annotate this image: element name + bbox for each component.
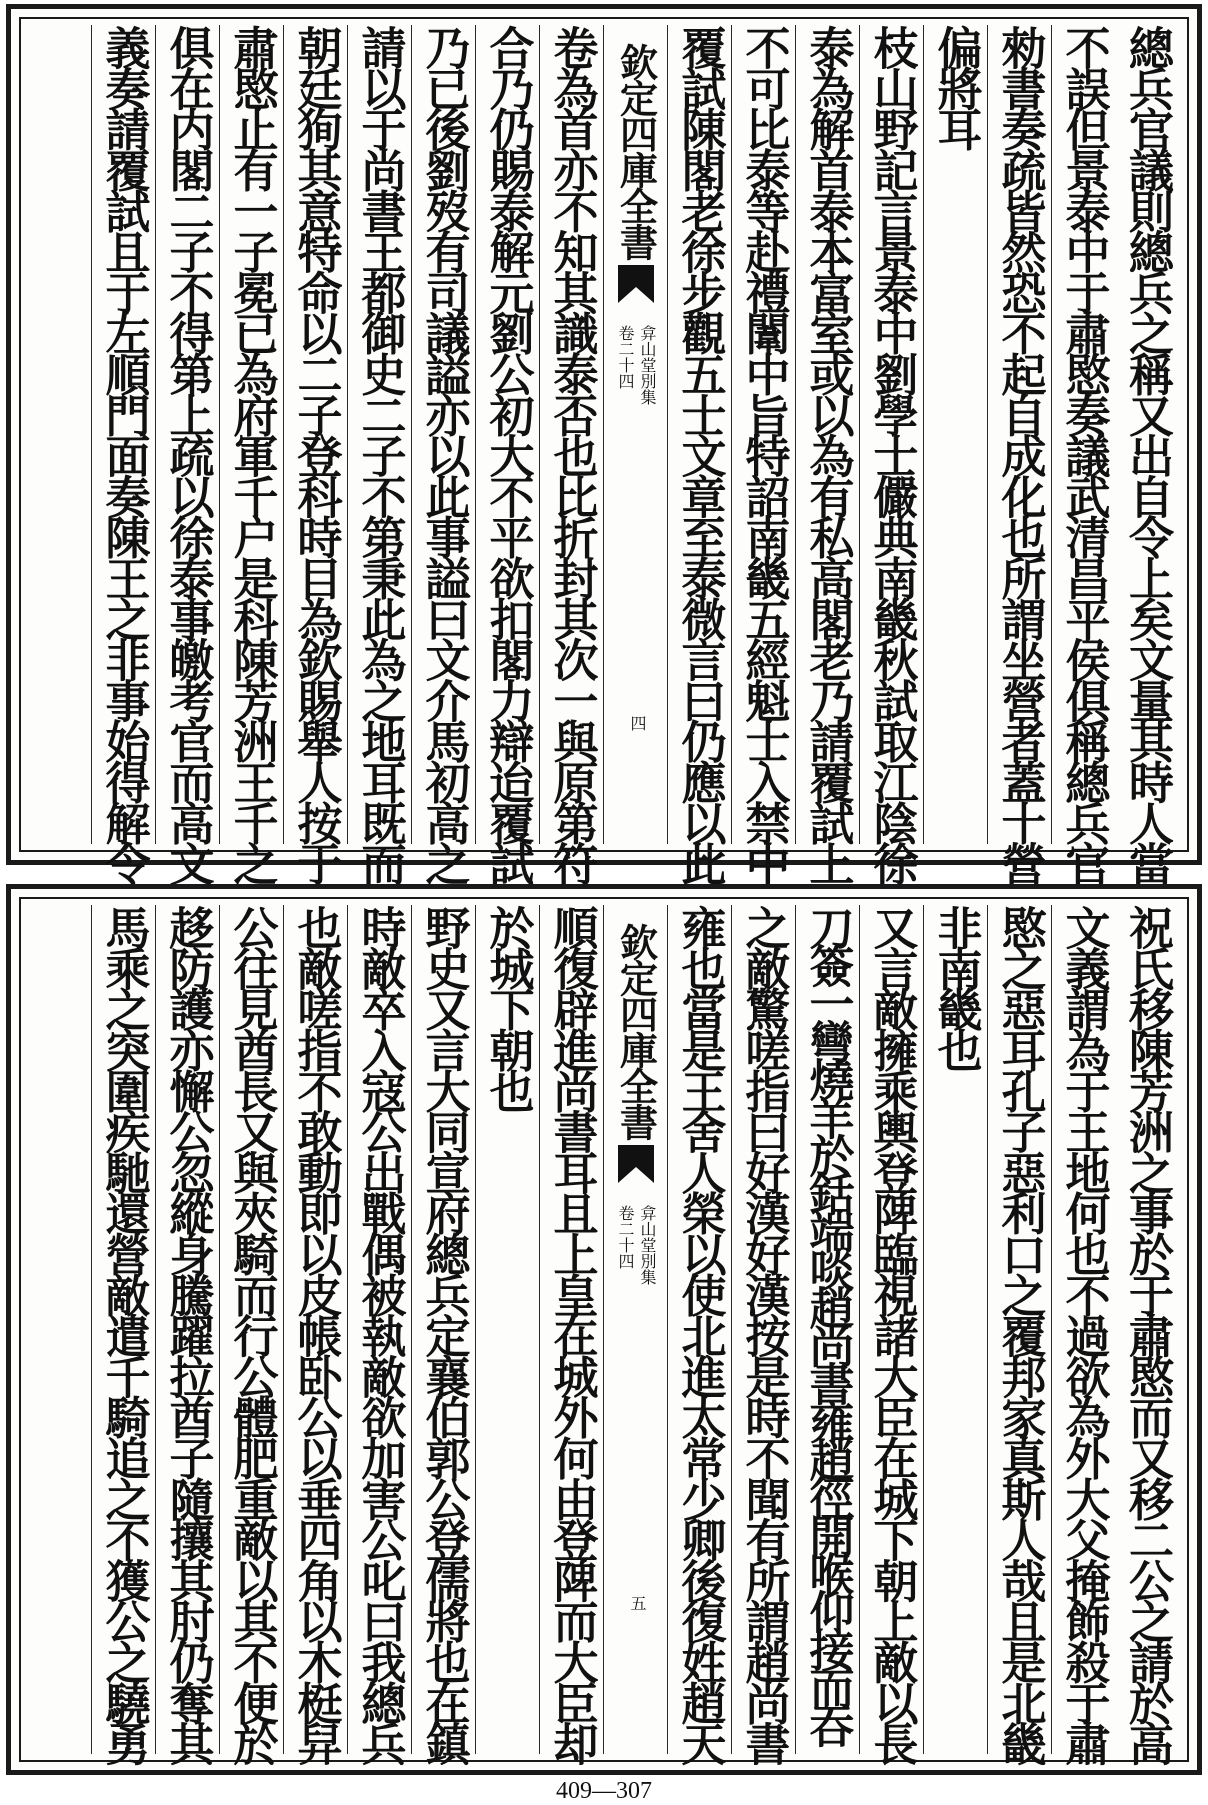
text-column — [283, 25, 347, 882]
text-column — [155, 25, 219, 882]
column-text: 順復辟進尚書耳且上皇在城外何由登陴而大臣却 — [545, 905, 599, 1762]
column-text: 時敵卒入寇公出戰偶被執敵欲加害公叱曰我總兵 — [353, 905, 407, 1762]
center-fold-column — [603, 905, 667, 1754]
text-column — [731, 905, 795, 1762]
lower-page — [6, 884, 1202, 1775]
fish-tail-mark-icon — [618, 265, 654, 303]
text-column — [475, 25, 539, 882]
text-column — [539, 25, 603, 882]
text-column — [987, 905, 1051, 1762]
text-column — [155, 905, 219, 1762]
column-text: 又言敵擁乘輿登陴臨視諸大臣在城下朝上敵以長 — [865, 905, 919, 1762]
upper-page — [6, 4, 1202, 882]
column-text: 也敵嗟指不敢動即以皮帳卧公以垂四角以木梃舁 — [289, 905, 343, 1762]
text-column — [91, 905, 155, 1762]
text-column — [923, 905, 987, 1754]
column-text: 祝氏移陳芳洲之事於于肅愍而又移二公之請於高 — [1121, 905, 1174, 1762]
column-text: 總兵官議則總兵之稱又出自令上矣文量其時人當 — [1121, 25, 1174, 882]
column-text: 朝廷狥其意特命以二子登科時目為欽賜舉人按于 — [289, 25, 343, 882]
text-column — [411, 905, 475, 1762]
book-title: 欽定四庫全書 — [613, 43, 659, 259]
text-column — [795, 25, 859, 882]
column-text: 公往見酋長又與夾騎而行公體肥重敵以其不便於 — [225, 905, 279, 1762]
column-text: 雍也當是王舍人榮以使北進太常少卿後復姓趙天 — [673, 905, 727, 1762]
column-text: 野史又言大同宣府總兵定襄伯郭公登儒將也在鎮 — [417, 905, 471, 1762]
text-column — [1051, 25, 1115, 882]
column-text: 肅愍止有一子冕已為府軍千户是科陳芳洲王千之 — [225, 25, 279, 882]
column-text: 勑書奏疏皆然恐不起自成化也所謂坐營者蓋十營 — [993, 25, 1047, 882]
leaf-number: 四 — [628, 715, 647, 731]
column-text: 趍防護亦懈公忽縱身騰躍拉酋子隨攘其肘仍奪其 — [161, 905, 215, 1762]
column-text: 枝山野記言景泰中劉學士儼典南畿秋試取江陰徐 — [865, 25, 919, 882]
column-text: 之敵驚嗟指曰好漢好漢按是時不聞有所謂趙尚書 — [737, 905, 791, 1762]
column-text: 泰為解首泰本富室或以為有私高閣老乃請覆試上 — [801, 25, 855, 882]
lower-page-frame — [19, 897, 1189, 1762]
center-fold-column — [603, 25, 667, 844]
book-title: 欽定四庫全書 — [613, 923, 659, 1139]
text-column — [283, 905, 347, 1762]
column-text: 不誤但景泰中于肅愍奏議武清昌平侯俱稱總兵官 — [1057, 25, 1111, 882]
text-column — [219, 905, 283, 1762]
column-text: 非南畿也 — [929, 905, 983, 1069]
column-text: 請以于尚書王都御史二子不第秉此為之地耳既而 — [353, 25, 407, 882]
text-column — [667, 25, 731, 882]
column-text: 偏將耳 — [929, 25, 983, 148]
text-column — [1051, 905, 1115, 1762]
column-text: 不可比泰等赴禮闈中旨特詔南畿五經魁士入禁中 — [737, 25, 791, 882]
collection-name: 弇山堂別集 — [638, 325, 657, 405]
text-column — [347, 25, 411, 882]
column-text: 義奏請覆試且于左順門面奏陳王之非事始得解令 — [97, 25, 151, 882]
page-number-label: 409—307 — [556, 1778, 652, 1804]
text-column — [91, 25, 155, 882]
column-text: 於城下朝也 — [481, 905, 535, 1110]
text-column — [475, 905, 539, 1754]
text-column — [795, 905, 859, 1754]
upper-page-frame — [19, 17, 1189, 882]
column-text: 俱在内閣二子不得第上疏以徐泰事皦考官而高文 — [161, 25, 215, 882]
text-column — [1115, 25, 1179, 882]
text-column — [923, 25, 987, 844]
text-column — [539, 905, 603, 1762]
text-column — [987, 25, 1051, 882]
text-column — [347, 905, 411, 1762]
text-column — [667, 905, 731, 1762]
volume-number: 卷二十四 — [616, 1205, 635, 1269]
text-column — [731, 25, 795, 882]
fish-tail-mark-icon — [618, 1145, 654, 1183]
column-text: 合乃仍賜泰解元劉公初大不平欲扣閣力辯迨覆試 — [481, 25, 535, 882]
collection-name: 弇山堂別集 — [638, 1205, 657, 1285]
column-text: 文義謂為于王地何也不過欲為外大父掩飾殺于肅 — [1057, 905, 1111, 1762]
text-column — [411, 25, 475, 882]
column-text: 卷為首亦不知其識泰否也比折封其次一與原第符 — [545, 25, 599, 882]
text-column — [859, 905, 923, 1762]
text-column — [859, 25, 923, 882]
column-text: 乃已後劉歿有司議謚亦以此事謚曰文介馬初高之 — [417, 25, 471, 882]
text-column — [219, 25, 283, 882]
leaf-number: 五 — [628, 1595, 647, 1611]
column-text: 愍之惡耳孔子惡利口之覆邦家真斯人哉且是北畿 — [993, 905, 1047, 1762]
column-text: 覆試陳閣老徐步觀五士文章至泰微言曰仍應以此 — [673, 25, 727, 882]
text-column — [1115, 905, 1179, 1762]
column-text: 刀簽一彎燒羊於銛端啖趙尚書雍趙徑開喉仰接而吞 — [801, 905, 855, 1741]
column-text: 馬乘之突圍疾馳還營敵遣千騎追之不獲公之驍勇 — [97, 905, 151, 1762]
volume-number: 卷二十四 — [616, 325, 635, 389]
